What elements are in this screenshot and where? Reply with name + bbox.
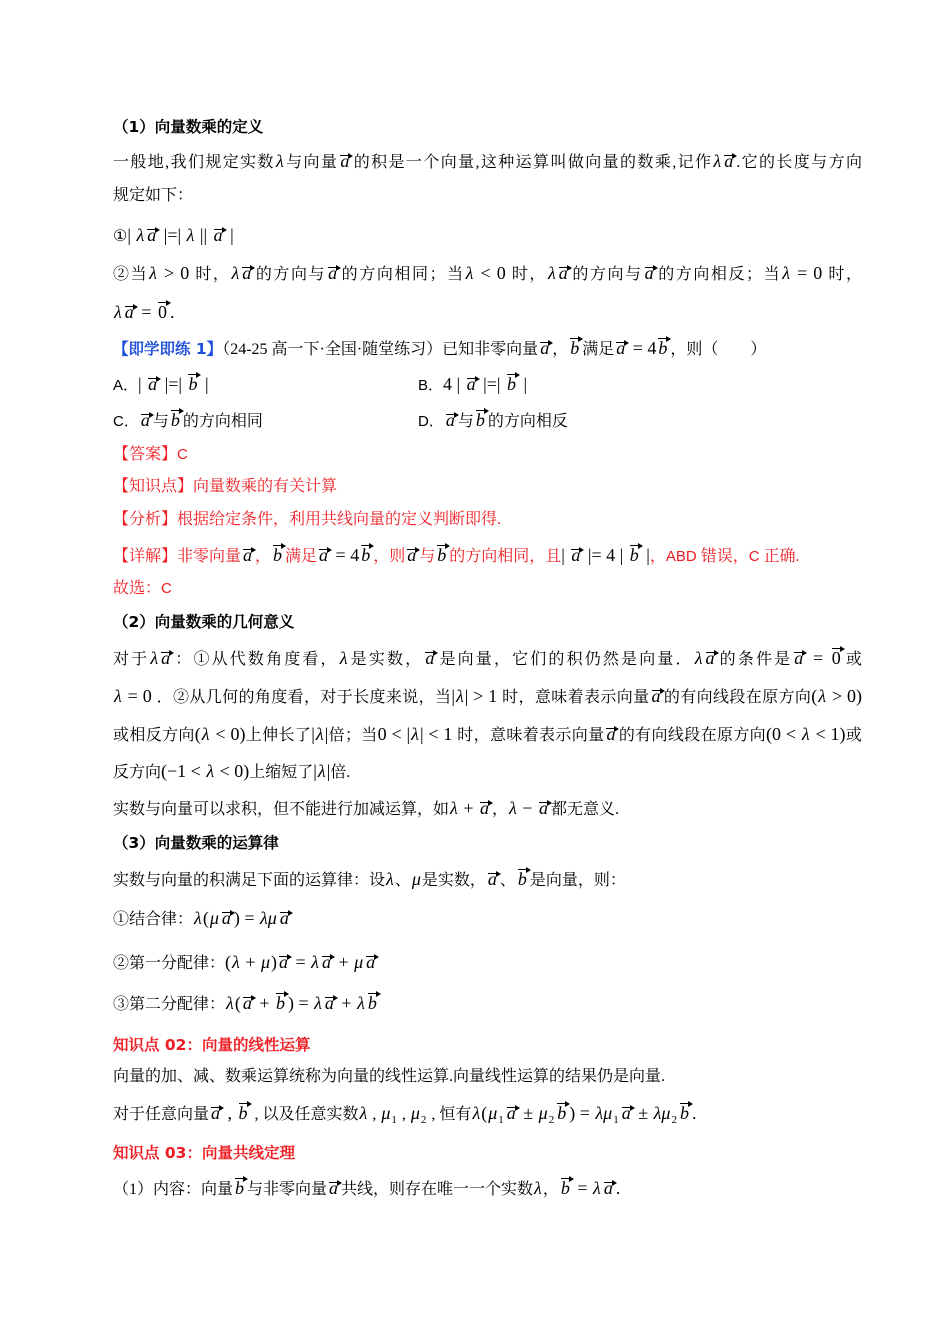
math-symbol: λ [694, 648, 703, 668]
text-run: 时， [195, 266, 231, 283]
vector-symbol: a [319, 545, 329, 565]
math-operator: | [518, 374, 528, 394]
math-operator: < 0) [215, 761, 250, 781]
text-run: 满足 [285, 548, 318, 565]
math-symbol: λ [114, 686, 122, 706]
math-operator: (−1 < [161, 761, 206, 781]
math-operator: || [195, 225, 212, 245]
text-run: （1）向量数乘的定义 [113, 118, 264, 136]
math-symbol: λ [713, 151, 722, 171]
vector-symbol: a [279, 908, 289, 928]
text-run: 时， [828, 266, 862, 283]
first-distributive-law [113, 950, 378, 974]
math-operator: | [326, 761, 331, 781]
math-operator: > 0 [157, 263, 196, 283]
vector-symbol: b [557, 1103, 567, 1123]
vector-symbol: b [506, 374, 516, 394]
math-symbol: λ [339, 648, 348, 668]
text-run: 是实数， [421, 872, 486, 889]
math-operator: | > 1 [464, 686, 503, 706]
geometric-meaning-line-2 [113, 684, 862, 708]
math-symbol: λ [547, 263, 556, 283]
text-run: 与向量 [284, 154, 339, 171]
subscript: 2 [671, 1114, 677, 1126]
text-run: ，则 [373, 548, 406, 565]
math-operator: < 0 [474, 263, 512, 283]
knowledge-point-02-title [113, 1033, 310, 1057]
subscript: 1 [498, 1114, 504, 1126]
vector-symbol: a [242, 993, 252, 1013]
math-operator: . [169, 302, 175, 322]
math-operator: ) = [233, 908, 260, 928]
vector-symbol: a [603, 1178, 613, 1198]
vector-symbol: a [328, 263, 338, 283]
latin-label: ABD [665, 548, 697, 565]
option-d [418, 408, 568, 432]
text-run: 实数与向量可以求积，但不能进行加减运算，如 [113, 801, 450, 818]
math-operator: | < 1 [419, 724, 458, 744]
text-run: 时，意味着表示向量 [502, 689, 650, 706]
text-run: ，则（ ） [670, 341, 767, 358]
math-symbol: λ [114, 302, 122, 322]
text-run: 的方向相反 [487, 413, 568, 430]
math-symbol: λ [411, 724, 419, 744]
vector-symbol: a [211, 1103, 221, 1123]
math-operator: |=| [160, 374, 187, 394]
math-symbol: λ [201, 724, 210, 744]
vector-symbol: b [273, 545, 283, 565]
text-run: 上伸长了 [245, 727, 312, 744]
text-run: 倍；当 [328, 727, 378, 744]
math-operator: |= 4 | [583, 545, 628, 565]
definition-paragraph-line-2 [113, 184, 193, 208]
detailed-solution-line [113, 543, 800, 567]
vector-symbol: b [235, 1178, 245, 1198]
math-symbol: λ [359, 1103, 368, 1123]
vector-symbol: b [188, 374, 198, 394]
note-no-addition [113, 796, 619, 820]
math-operator: |=| [478, 374, 505, 394]
text-run: 【知识点】向量数乘的有关计算 [113, 478, 338, 495]
text-run: 与 [457, 413, 474, 430]
text-run: ③第二分配律： [113, 996, 226, 1013]
text-run: 错误， [696, 548, 749, 565]
text-run: , [397, 1106, 410, 1123]
text-run: , 以及任意实数 [250, 1106, 359, 1123]
math-operator: > 0) [827, 686, 862, 706]
text-run: 【答案】 [113, 446, 178, 463]
math-operator: | [311, 724, 315, 744]
text-run: 规定如下： [113, 187, 194, 204]
analysis-line [113, 508, 501, 532]
text-run: 对于 [113, 651, 150, 668]
math-symbol: μ [354, 952, 364, 972]
math-symbol: λ [149, 263, 157, 283]
vector-symbol: b [238, 1103, 248, 1123]
vector-symbol: b [367, 993, 377, 1013]
vector-symbol: a [571, 545, 581, 565]
math-operator: | [225, 225, 234, 245]
math-operator: ( [234, 993, 241, 1013]
math-symbol: λ [455, 686, 464, 706]
text-run: 的有向线段在原方向 [663, 689, 812, 706]
text-run: 知识点 02：向量的线性运算 [113, 1036, 311, 1054]
vector-symbol: a [466, 374, 476, 394]
subscript: 2 [548, 1114, 555, 1126]
heading-geometric-meaning [113, 610, 294, 634]
heading-operation-laws [113, 831, 279, 855]
vector-symbol: a [506, 1103, 516, 1123]
text-run: 是向量，则： [529, 872, 626, 889]
vector-symbol: b [517, 869, 527, 889]
text-run: ①结合律： [113, 911, 194, 928]
text-run: 的方向相同；当 [340, 266, 465, 283]
latin-label: D． [418, 413, 444, 430]
math-symbol: λ [136, 225, 145, 245]
vector-symbol: b [170, 410, 180, 430]
text-run: .它的长度与方向 [736, 154, 862, 171]
direction-rule-line-2 [113, 300, 174, 324]
math-symbol: λ [317, 761, 326, 781]
text-run: ：①从代数角度看， [173, 651, 339, 668]
vector-symbol: a [445, 410, 455, 430]
math-operator: | [200, 374, 209, 394]
vector-symbol: b [679, 1103, 689, 1123]
vector-symbol: a [558, 263, 568, 283]
knowledge-point-03-title [113, 1141, 295, 1165]
math-symbol: λμ [595, 1103, 613, 1123]
math-operator: = 0 [122, 686, 157, 706]
definition-paragraph-line-1 [113, 149, 862, 173]
text-run: 的方向相反；当 [656, 266, 782, 283]
vector-symbol: b [629, 545, 639, 565]
text-run: 的条件是 [717, 651, 793, 668]
text-run: , [368, 1106, 381, 1123]
math-operator: | [138, 374, 147, 394]
vector-symbol: a [221, 908, 231, 928]
text-run: 的有向线段在原方向 [618, 727, 767, 744]
math-operator: 0 < | [377, 724, 411, 744]
geometric-meaning-line-4 [113, 759, 350, 783]
vector-symbol: a [616, 338, 626, 358]
text-run: 都无意义. [550, 801, 619, 818]
latin-label: B． [418, 377, 444, 394]
vector-symbol: a [329, 1178, 339, 1198]
option-b [418, 372, 527, 396]
latin-label: C． [113, 413, 139, 430]
math-operator: < 0) [210, 724, 246, 744]
text-run: 知识点 03：向量共线定理 [113, 1144, 295, 1162]
associative-law [113, 906, 292, 930]
math-symbol: μ [411, 869, 421, 889]
math-symbol: μ [410, 1103, 420, 1123]
second-distributive-law [113, 991, 380, 1015]
text-run: 反方向 [113, 764, 162, 781]
math-operator: = [291, 952, 311, 972]
math-operator: ± [633, 1103, 653, 1123]
math-operator: | [561, 545, 570, 565]
vector-symbol: b [275, 993, 285, 1013]
vector-symbol: a [242, 263, 252, 283]
text-run: 与 [419, 548, 436, 565]
latin-label: C [161, 580, 172, 597]
math-symbol: λ [186, 225, 195, 245]
vector-symbol: a [425, 648, 435, 668]
vector-symbol: a [487, 869, 497, 889]
math-symbol: λ [472, 1103, 481, 1123]
heading-definition [113, 115, 263, 139]
math-symbol: λ [386, 869, 394, 889]
vector-symbol: a [407, 545, 417, 565]
text-run: 的积是一个向量,这种运算叫做向量的数乘,记作 [352, 154, 713, 171]
math-symbol: λμ [653, 1103, 671, 1123]
vector-symbol: a [140, 410, 150, 430]
text-run: ．②从几何的角度看，对于长度来说，当 [156, 689, 452, 706]
math-operator: | [324, 724, 329, 744]
vector-symbol: a [321, 952, 331, 972]
text-run: 是实数， [348, 651, 424, 668]
text-run: （1）内容：向量 [113, 1181, 234, 1198]
vector-symbol: a [161, 648, 171, 668]
vector-symbol: a [724, 151, 734, 171]
math-symbol: λ [818, 686, 827, 706]
vector-symbol: a [213, 225, 223, 245]
vector-symbol: b [570, 338, 580, 358]
text-run: ②第一分配律： [113, 955, 226, 972]
text-run: ， [491, 801, 508, 818]
math-operator: 4 | [443, 374, 465, 394]
math-operator: = 0 [791, 263, 829, 283]
math-operator: = [806, 648, 830, 668]
text-run: 或 [843, 651, 862, 668]
math-operator: ( [194, 724, 201, 744]
vector-symbol: a [606, 724, 616, 744]
text-run: 的方向相同，且 [449, 548, 562, 565]
text-run: （24-25 高一下·全国·随堂练习）已知非零向量 [222, 341, 539, 358]
math-operator: | [641, 545, 650, 565]
latin-label: A． [113, 377, 139, 394]
text-run: 的方向相同 [182, 413, 263, 430]
math-operator: . [691, 1103, 697, 1123]
text-run: ， [552, 341, 569, 358]
math-operator: . [615, 1178, 621, 1198]
math-symbol: λ [357, 993, 365, 1013]
math-operator: | [451, 686, 455, 706]
math-symbol: λ [315, 724, 324, 744]
math-symbol: λ [314, 993, 322, 1013]
text-run: 的方向与 [254, 266, 327, 283]
vector-symbol: b [560, 1178, 570, 1198]
latin-label: C [177, 446, 188, 463]
math-symbol: λ [534, 1178, 542, 1198]
text-run: ① [113, 228, 128, 245]
math-symbol: λ [593, 1178, 601, 1198]
exercise-question [113, 336, 766, 360]
exercise-label: 【即学即练 1】 [113, 340, 223, 358]
text-run: ， [649, 548, 666, 565]
vector-symbol: a [147, 225, 157, 245]
vector-symbol: a [366, 952, 376, 972]
math-operator: < 1) [810, 724, 846, 744]
answer-line [113, 443, 188, 467]
vector-symbol: b [658, 338, 668, 358]
vector-symbol: a [651, 686, 661, 706]
subscript: 1 [613, 1114, 619, 1126]
math-operator: |=| [159, 225, 186, 245]
math-operator: ) [271, 952, 278, 972]
vector-symbol: a [794, 648, 804, 668]
vector-symbol: b [475, 410, 485, 430]
math-operator: − [517, 798, 537, 818]
math-symbol: λ [206, 761, 215, 781]
math-symbol: λ [465, 263, 474, 283]
math-operator: ( [202, 908, 209, 928]
text-run: 对于任意向量 [113, 1106, 210, 1123]
math-symbol: λ [801, 724, 810, 744]
math-operator: (0 < [766, 724, 801, 744]
text-run: 共线，则存在唯一一个实数 [341, 1181, 534, 1198]
text-run: （2）向量数乘的几何意义 [113, 613, 295, 631]
text-run: 【详解】非零向量 [113, 548, 242, 565]
text-run: 、 [499, 872, 516, 889]
zero-vector-symbol: 0 [831, 648, 841, 668]
text-run: 正确. [759, 548, 800, 565]
text-run: 或 [845, 727, 862, 744]
text-run: 实数与向量的积满足下面的运算律：设 [113, 872, 386, 889]
math-operator: ( [225, 952, 232, 972]
math-symbol: λ [275, 151, 284, 171]
latin-label: C [748, 548, 760, 565]
vector-symbol: b [437, 545, 447, 565]
math-operator: = [572, 1178, 593, 1198]
text-run: 或相反方向 [113, 727, 195, 744]
text-run: 一般地,我们规定实数 [113, 154, 275, 171]
math-symbol: λ [508, 798, 517, 818]
math-symbol: λμ [260, 908, 277, 928]
math-symbol: μ [538, 1103, 548, 1123]
math-operator: ± [518, 1103, 538, 1123]
vector-symbol: a [538, 798, 548, 818]
math-symbol: λ [150, 648, 159, 668]
text-run: 的方向与 [570, 266, 643, 283]
vector-symbol: a [621, 1103, 631, 1123]
geometric-meaning-line-1 [113, 646, 862, 670]
vector-symbol: a [124, 302, 134, 322]
math-symbol: λ [311, 952, 319, 972]
direction-rule-line-1 [113, 261, 862, 285]
text-run: 与 [152, 413, 169, 430]
text-run: 【分析】根据给定条件，利用共线向量的定义判断即得. [113, 511, 502, 528]
text-run: 向量的加、减、数乘运算统称为向量的线性运算.向量线性运算的结果仍是向量. [113, 1068, 666, 1085]
math-operator: | [313, 761, 317, 781]
final-choice-line [113, 577, 172, 601]
math-operator: + [240, 952, 260, 972]
text-run: 上缩短了 [249, 764, 314, 781]
operation-laws-intro [113, 867, 626, 891]
text-run: 、 [394, 872, 411, 889]
math-operator: = 4 [628, 338, 657, 358]
math-symbol: μ [209, 908, 219, 928]
math-operator: + [336, 993, 357, 1013]
option-a [113, 372, 209, 396]
subscript: 1 [391, 1114, 397, 1126]
knowledge-point-line [113, 475, 337, 499]
length-rule [113, 223, 234, 247]
subscript: 2 [420, 1114, 427, 1126]
math-operator: + [333, 952, 354, 972]
math-symbol: λ [194, 908, 202, 928]
math-operator: | [127, 225, 136, 245]
math-symbol: μ [381, 1103, 391, 1123]
math-symbol: μ [260, 952, 271, 972]
math-operator: ) = [287, 993, 314, 1013]
vector-symbol: a [540, 338, 550, 358]
text-run: ， [255, 548, 272, 565]
math-symbol: λ [226, 993, 234, 1013]
option-c [113, 408, 263, 432]
math-symbol: λ [782, 263, 790, 283]
vector-symbol: a [279, 952, 289, 972]
math-symbol: λ [231, 263, 240, 283]
vector-symbol: a [243, 545, 253, 565]
text-run: 与非零向量 [247, 1181, 328, 1198]
math-operator: ) = [569, 1103, 595, 1123]
geometric-meaning-line-3 [113, 722, 862, 746]
math-symbol: λ [232, 952, 240, 972]
vector-symbol: a [705, 648, 715, 668]
text-run: 时， [511, 266, 547, 283]
linear-operation-definition [113, 1065, 665, 1089]
math-operator: , [223, 1103, 237, 1123]
math-operator: + [254, 993, 274, 1013]
math-operator: ( [811, 686, 818, 706]
text-run: 故选： [113, 580, 162, 597]
math-operator: + [458, 798, 478, 818]
linear-operation-formula [113, 1101, 696, 1125]
text-run: ， [542, 1181, 559, 1198]
vector-symbol: a [479, 798, 489, 818]
text-run: ②当 [113, 266, 149, 283]
math-operator: = 4 [331, 545, 360, 565]
text-run: 满足 [582, 341, 615, 358]
vector-symbol: b [361, 545, 371, 565]
vector-symbol: a [340, 151, 350, 171]
text-run: , 恒有 [427, 1106, 472, 1123]
zero-vector-symbol: 0 [157, 302, 167, 322]
text-run: 时，意味着表示向量 [457, 727, 605, 744]
text-run: 是向量，它们的积仍然是向量． [437, 651, 694, 668]
math-symbol: μ [488, 1103, 498, 1123]
math-operator: ( [481, 1103, 488, 1123]
math-operator: = [136, 302, 156, 322]
collinearity-theorem-content [113, 1176, 620, 1200]
vector-symbol: a [324, 993, 334, 1013]
vector-symbol: a [644, 263, 654, 283]
text-run: （3）向量数乘的运算律 [113, 834, 279, 852]
vector-symbol: a [148, 374, 158, 394]
math-symbol: λ [450, 798, 458, 818]
text-run: 倍. [330, 764, 351, 781]
